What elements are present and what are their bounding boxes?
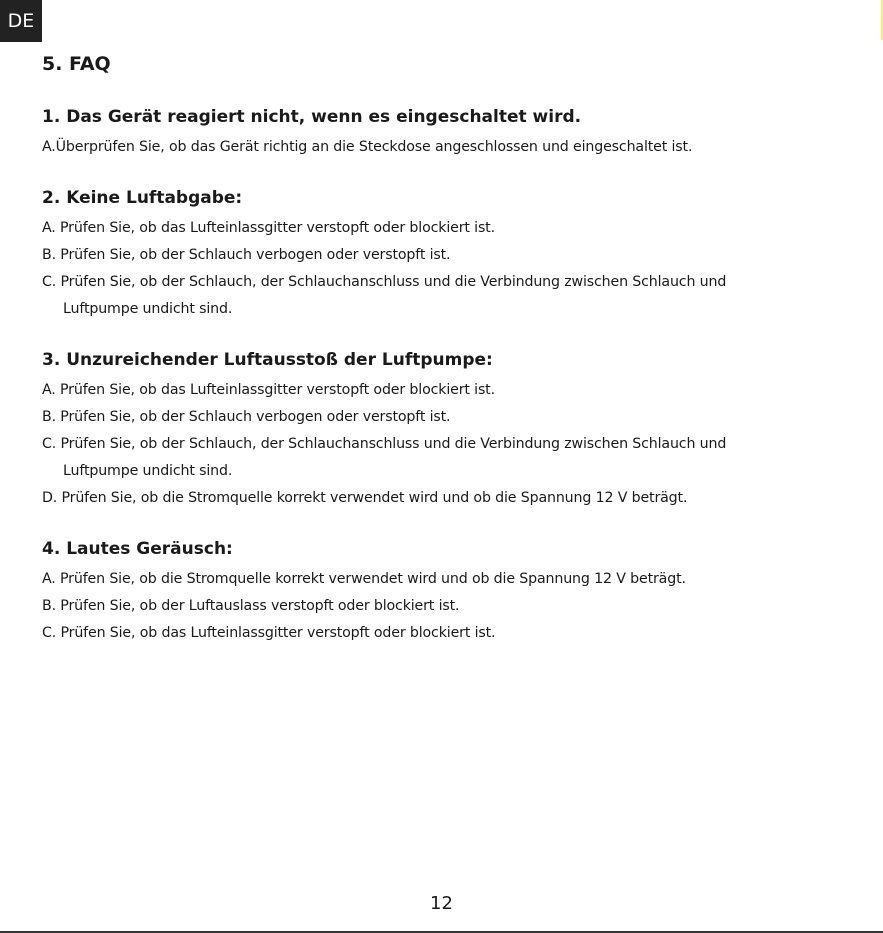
page-title: 5. FAQ: [42, 53, 111, 75]
faq-item: B. Prüfen Sie, ob der Schlauch verbogen oder verstopft ist.: [42, 247, 451, 263]
section-heading: 3. Unzureichender Luftausstoß der Luftpumpe:: [42, 350, 493, 370]
faq-item: A.Überprüfen Sie, ob das Gerät richtig an die Steckdose angeschlossen und eingeschaltet ist.: [42, 139, 693, 155]
faq-item: A. Prüfen Sie, ob das Lufteinlassgitter verstopft oder blockiert ist.: [42, 382, 495, 398]
faq-section-2: [42, 185, 857, 323]
faq-item: A. Prüfen Sie, ob die Stromquelle korrekt verwendet wird und ob die Spannung 12 V beträgt.: [42, 571, 686, 587]
page-number: 12: [430, 893, 453, 914]
faq-item: B. Prüfen Sie, ob der Luftauslass verstopft oder blockiert ist.: [42, 598, 460, 614]
language-tab: DE: [0, 0, 42, 42]
faq-item: A. Prüfen Sie, ob das Lufteinlassgitter verstopft oder blockiert ist.: [42, 220, 495, 236]
section-heading: 2. Keine Luftabgabe:: [42, 188, 243, 208]
faq-item: C. Prüfen Sie, ob der Schlauch, der Schlauchanschluss und die Verbindung zwischen Schlauch und: [42, 274, 727, 290]
faq-section-4: [42, 536, 857, 647]
section-heading: 1. Das Gerät reagiert nicht, wenn es eingeschaltet wird.: [42, 107, 582, 127]
section-heading: 4. Lautes Geräusch:: [42, 539, 233, 559]
faq-item: C. Prüfen Sie, ob das Lufteinlassgitter verstopft oder blockiert ist.: [42, 625, 496, 641]
faq-section-3: [42, 347, 857, 512]
faq-section-1: [42, 104, 857, 161]
faq-item: D. Prüfen Sie, ob die Stromquelle korrekt verwendet wird und ob die Spannung 12 V beträgt.: [42, 490, 688, 506]
faq-item: C. Prüfen Sie, ob der Schlauch, der Schlauchanschluss und die Verbindung zwischen Schlauch und: [42, 436, 727, 452]
faq-content: [42, 104, 857, 671]
faq-item-continuation: Luftpumpe undicht sind.: [63, 301, 233, 317]
faq-item: B. Prüfen Sie, ob der Schlauch verbogen oder verstopft ist.: [42, 409, 451, 425]
faq-item-continuation: Luftpumpe undicht sind.: [63, 463, 233, 479]
